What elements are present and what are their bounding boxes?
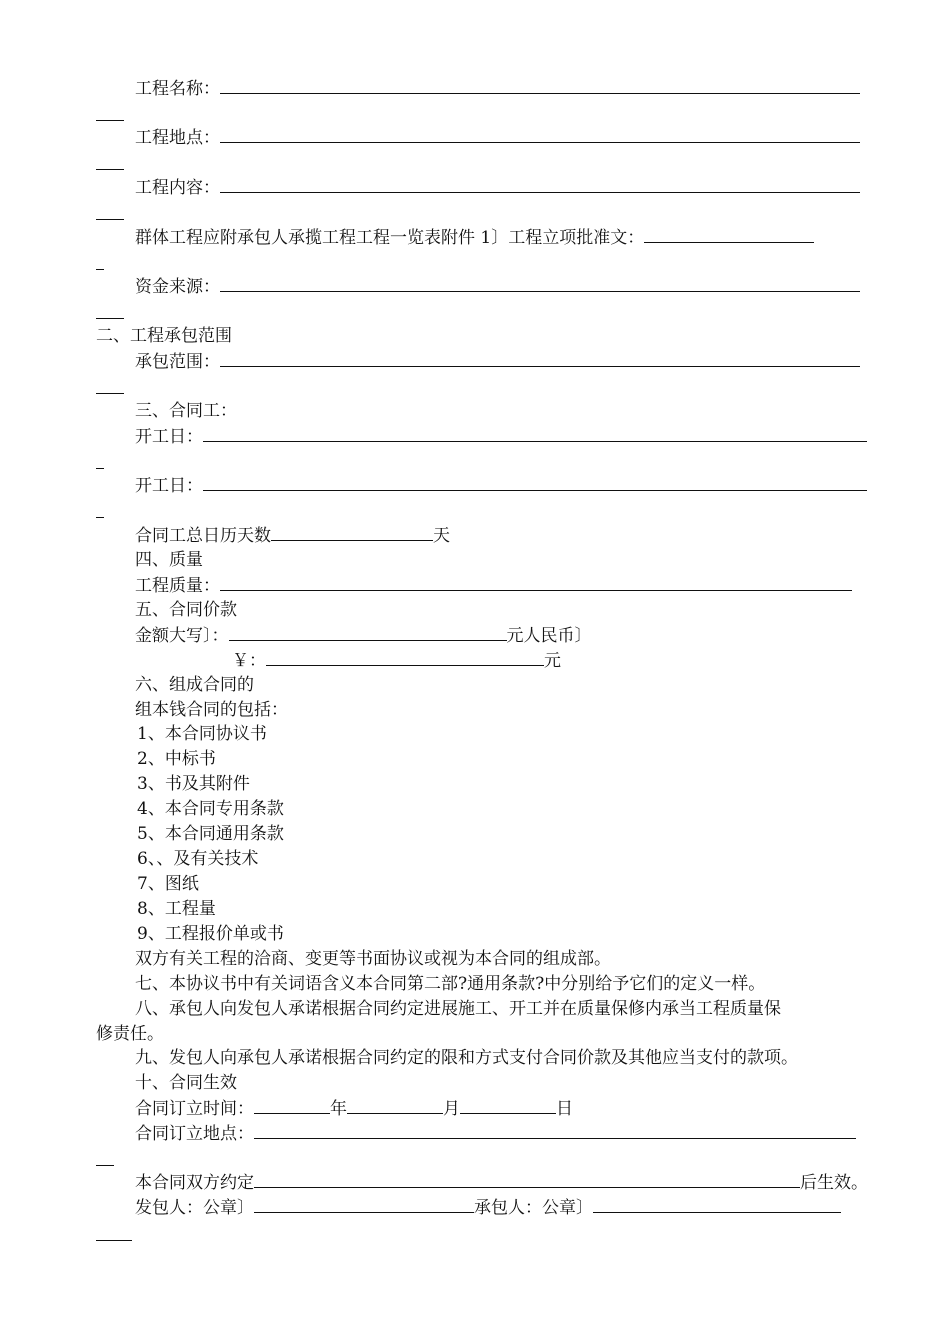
continuation-line — [96, 468, 104, 469]
signing-place-label: 合同订立地点： — [135, 1124, 254, 1144]
clause-eight-line1: 八、承包人向发包人承诺根据合同约定进展施工、开工并在质量保修内承当工程质量保 — [135, 999, 781, 1019]
total-days-label: 合同工总日历天数 — [135, 526, 271, 546]
scope-row — [135, 351, 860, 371]
approval-doc-label: 群体工程应附承包人承揽工程工程一览表附件 1〕工程立项批准文： — [135, 228, 645, 248]
project-location-label: 工程地点： — [135, 128, 220, 148]
continuation-line — [96, 120, 124, 121]
continuation-line — [96, 1240, 132, 1241]
employer-seal-field[interactable] — [254, 1197, 474, 1213]
signature-row — [135, 1197, 841, 1217]
list-item: 7、图纸 — [137, 874, 199, 894]
project-name-label: 工程名称： — [135, 79, 220, 99]
list-item: 4、本合同专用条款 — [137, 799, 284, 819]
amount-words-label: 金额大写〕： — [135, 626, 229, 646]
continuation-line — [96, 169, 124, 170]
amount-symbol-unit: 元 — [544, 651, 561, 671]
day-label: 日 — [556, 1099, 573, 1119]
start-date-label: 开工日： — [135, 476, 203, 496]
price-heading: 五、合同价款 — [135, 600, 237, 620]
day-field[interactable] — [460, 1098, 556, 1114]
agreement-prefix: 本合同双方约定 — [135, 1173, 254, 1193]
amount-words-field[interactable] — [229, 625, 507, 641]
total-days-field[interactable] — [271, 525, 433, 541]
year-field[interactable] — [254, 1098, 330, 1114]
funding-row — [135, 276, 860, 296]
list-item: 8、工程量 — [137, 899, 216, 919]
month-field[interactable] — [347, 1098, 443, 1114]
project-location-row — [135, 127, 860, 147]
start-date-label: 开工日： — [135, 427, 203, 447]
start-date-row-1 — [135, 426, 867, 446]
duration-heading: 三、合同工： — [135, 401, 237, 421]
start-date-field[interactable] — [203, 475, 867, 491]
approval-doc-field[interactable] — [644, 227, 814, 243]
project-name-field[interactable] — [220, 78, 860, 94]
month-label: 月 — [443, 1099, 460, 1119]
funding-label: 资金来源： — [135, 277, 220, 297]
project-content-label: 工程内容： — [135, 178, 220, 198]
project-content-field[interactable] — [220, 177, 860, 193]
amount-words-row — [135, 625, 592, 645]
signing-place-row — [135, 1123, 856, 1143]
employer-label: 发包人：公章〕 — [135, 1198, 254, 1218]
project-location-field[interactable] — [220, 127, 860, 143]
funding-field[interactable] — [220, 276, 860, 292]
list-item: 6、、及有关技术 — [137, 849, 259, 869]
scope-heading: 二、工程承包范围 — [96, 326, 232, 346]
quality-field[interactable] — [220, 575, 852, 591]
agreement-row — [135, 1172, 868, 1192]
documents-intro: 组本钱合同的包括： — [135, 700, 288, 720]
start-date-row-2 — [135, 475, 867, 495]
amount-words-unit: 元人民币〕 — [506, 626, 592, 646]
list-item: 2、中标书 — [137, 749, 216, 769]
quality-row — [135, 575, 852, 595]
continuation-line — [96, 219, 124, 220]
documents-heading: 六、组成合同的 — [135, 675, 254, 695]
approval-doc-row — [135, 227, 814, 247]
year-label: 年 — [330, 1099, 347, 1119]
project-name-row — [135, 78, 860, 98]
documents-note: 双方有关工程的洽商、变更等书面协议或视为本合同的组成部。 — [135, 949, 611, 969]
agreement-suffix: 后生效。 — [800, 1173, 868, 1193]
signing-place-field[interactable] — [254, 1123, 856, 1139]
start-date-field[interactable] — [203, 426, 867, 442]
list-item: 1、本合同协议书 — [137, 724, 267, 744]
quality-label: 工程质量： — [135, 576, 220, 596]
days-unit: 天 — [433, 526, 450, 546]
signing-time-row — [135, 1098, 573, 1118]
continuation-line — [96, 517, 104, 518]
contractor-seal-field[interactable] — [593, 1197, 841, 1213]
agreement-field[interactable] — [254, 1172, 800, 1188]
effect-heading: 十、合同生效 — [135, 1073, 237, 1093]
amount-symbol-label: ￥： — [232, 651, 266, 671]
continuation-line — [96, 318, 124, 319]
list-item: 5、本合同通用条款 — [137, 824, 284, 844]
clause-seven: 七、本协议书中有关词语含义本合同第二部?通用条款?中分别给予它们的定义一样。 — [135, 974, 766, 994]
clause-nine: 九、发包人向承包人承诺根据合同约定的限和方式支付合同价款及其他应当支付的款项。 — [135, 1048, 798, 1068]
continuation-line — [96, 1165, 114, 1166]
continuation-line — [96, 393, 124, 394]
total-days-row — [135, 525, 450, 545]
list-item: 3、书及其附件 — [137, 774, 250, 794]
scope-label: 承包范围： — [135, 352, 220, 372]
amount-symbol-row — [232, 650, 561, 670]
scope-field[interactable] — [220, 351, 860, 367]
clause-eight-line2: 修责任。 — [96, 1024, 164, 1044]
contractor-label: 承包人：公章〕 — [474, 1198, 593, 1218]
amount-symbol-field[interactable] — [266, 650, 544, 666]
project-content-row — [135, 177, 860, 197]
signing-time-label: 合同订立时间： — [135, 1099, 254, 1119]
continuation-line — [96, 269, 104, 270]
quality-heading: 四、质量 — [135, 550, 203, 570]
list-item: 9、工程报价单或书 — [137, 924, 284, 944]
